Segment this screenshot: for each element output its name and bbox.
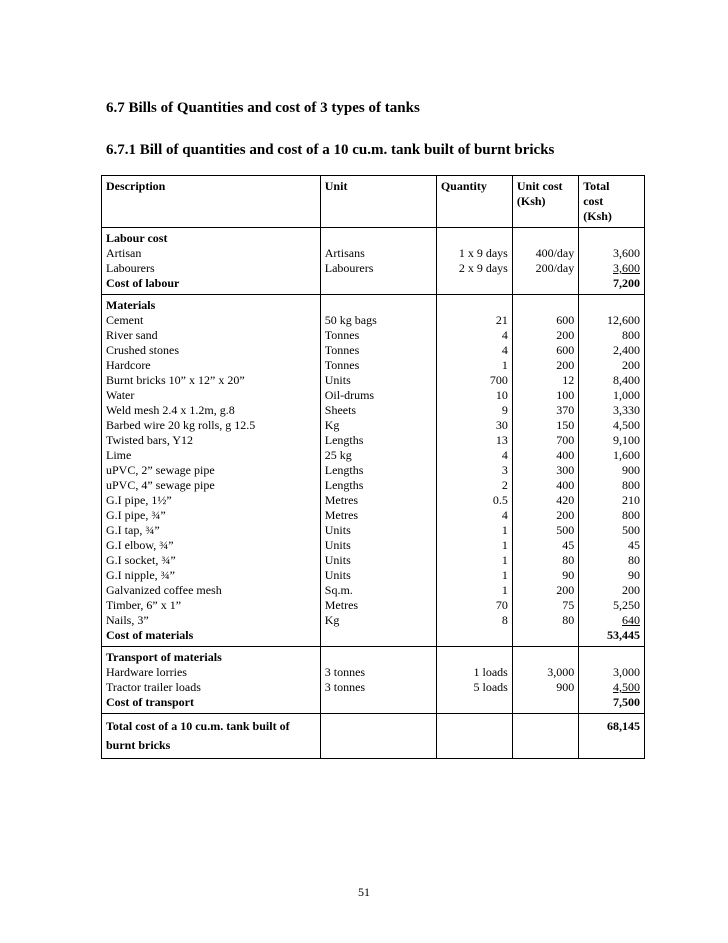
item-unit: Labourers: [324, 261, 374, 275]
section-title: Transport of materials: [106, 650, 222, 664]
item-quantity: 4: [501, 328, 508, 342]
item-quantity: 4: [501, 448, 508, 462]
item-unit: Units: [324, 373, 351, 387]
item-unit-cost: 150: [556, 418, 575, 432]
item-description: Timber, 6” x 1”: [106, 598, 182, 612]
item-unit: Kg: [324, 418, 340, 432]
item-unit-cost: 900: [556, 680, 575, 694]
blank-line: [325, 298, 432, 313]
item-total: 500: [622, 523, 640, 537]
item-description: Weld mesh 2.4 x 1.2m, g.8: [106, 403, 235, 417]
header-quantity: Quantity: [436, 176, 512, 228]
description-cell: [102, 647, 321, 714]
item-quantity: 4: [501, 343, 508, 357]
unit-cell: [320, 228, 436, 295]
item-total: 3,330: [613, 403, 640, 417]
item-unit: Kg: [324, 613, 340, 627]
item-description: Water: [106, 388, 135, 402]
item-unit: Sq.m.: [324, 583, 353, 597]
grand-total-row: [102, 714, 645, 759]
quantity-cell: [436, 228, 512, 295]
blank-line: [325, 695, 432, 710]
item-total: 210: [622, 493, 640, 507]
item-unit-cost: 420: [556, 493, 575, 507]
item-unit-cost: 400/day: [535, 246, 575, 260]
quantity-cell: [436, 647, 512, 714]
item-total: 2,400: [613, 343, 640, 357]
bill-of-quantities-table: [101, 175, 645, 759]
subtotal-label: Cost of labour: [106, 276, 180, 290]
blank-line: [517, 650, 574, 665]
blank-line: [583, 231, 640, 246]
item-unit-cost: 400: [556, 478, 575, 492]
item-description: G.I pipe, ¾”: [106, 508, 166, 522]
header-total-cost-line: (Ksh): [583, 209, 612, 223]
item-unit-cost: 500: [556, 523, 575, 537]
item-total: 900: [622, 463, 640, 477]
item-description: Tractor trailer loads: [106, 680, 201, 694]
item-unit: 50 kg bags: [324, 313, 377, 327]
item-quantity: 700: [489, 373, 508, 387]
section-title: Labour cost: [106, 231, 168, 245]
blank-line: [517, 298, 574, 313]
blank-line: [325, 276, 432, 291]
item-quantity: 1: [501, 358, 508, 372]
item-unit: 3 tonnes: [324, 680, 366, 694]
item-unit-cost: 80: [562, 613, 575, 627]
item-unit-cost: 3,000: [547, 665, 575, 679]
section-title: Materials: [106, 298, 156, 312]
subtotal-value: 53,445: [607, 628, 640, 642]
item-total: 45: [628, 538, 640, 552]
header-total-cost-line: cost: [583, 194, 604, 208]
table-header-row: [102, 176, 645, 228]
item-unit-cost: 400: [556, 448, 575, 462]
item-description: G.I pipe, 1½”: [106, 493, 172, 507]
item-total: 5,250: [613, 598, 640, 612]
header-description: Description: [102, 176, 321, 228]
item-description: Galvanized coffee mesh: [106, 583, 222, 597]
subtotal-label: Cost of materials: [106, 628, 194, 642]
item-unit: Units: [324, 553, 351, 567]
item-description: Hardware lorries: [106, 665, 187, 679]
blank-line: [325, 231, 432, 246]
item-quantity: 21: [495, 313, 508, 327]
materials-section: [102, 295, 645, 647]
item-total: 1,000: [613, 388, 640, 402]
item-unit: Tonnes: [324, 358, 360, 372]
item-unit-cost: 200: [556, 583, 575, 597]
item-quantity: 1: [501, 583, 508, 597]
item-unit: Tonnes: [324, 328, 360, 342]
unit-cost-cell: [512, 295, 578, 647]
item-unit: Metres: [324, 598, 359, 612]
item-total: 200: [622, 358, 640, 372]
item-total: 80: [628, 553, 640, 567]
item-total: 1,600: [613, 448, 640, 462]
item-quantity: 2 x 9 days: [458, 261, 508, 275]
header-unit-cost: [512, 176, 578, 228]
blank-line: [583, 298, 640, 313]
item-quantity: 10: [495, 388, 508, 402]
item-total: 12,600: [607, 313, 640, 327]
total-cost-cell: [579, 228, 645, 295]
item-description: Artisan: [106, 246, 142, 260]
item-description: Crushed stones: [106, 343, 179, 357]
blank-line: [441, 695, 508, 710]
total-cost-cell: [579, 295, 645, 647]
item-quantity: 13: [495, 433, 508, 447]
item-description: Barbed wire 20 kg rolls, g 12.5: [106, 418, 256, 432]
item-unit: Lengths: [324, 463, 364, 477]
item-unit: Lengths: [324, 478, 364, 492]
item-unit: Units: [324, 523, 351, 537]
item-unit-cost: 370: [556, 403, 575, 417]
item-description: G.I elbow, ¾”: [106, 538, 174, 552]
item-quantity: 1: [501, 523, 508, 537]
item-description: Cement: [106, 313, 144, 327]
subtotal-label: Cost of transport: [106, 695, 194, 709]
header-total-cost-line: Total: [583, 179, 610, 193]
item-unit-cost: 700: [556, 433, 575, 447]
item-unit: Oil-drums: [324, 388, 375, 402]
description-cell: [102, 228, 321, 295]
blank-line: [441, 628, 508, 643]
item-description: Labourers: [106, 261, 155, 275]
item-quantity: 1: [501, 568, 508, 582]
item-unit: Units: [324, 538, 351, 552]
subtotal-value: 7,200: [613, 276, 640, 290]
item-unit-cost: 80: [562, 553, 575, 567]
section-heading: 6.7 Bills of Quantities and cost of 3 types of tanks: [106, 100, 420, 116]
labour-section: [102, 228, 645, 295]
empty-cell: [436, 714, 512, 759]
item-total: 800: [622, 478, 640, 492]
item-quantity: 30: [495, 418, 508, 432]
item-total: 3,600: [613, 246, 640, 260]
total-cost-cell: [579, 647, 645, 714]
item-total: 4,500: [613, 418, 640, 432]
blank-line: [517, 276, 574, 291]
header-total-cost: [579, 176, 645, 228]
blank-line: [441, 298, 508, 313]
item-total: 4,500: [613, 680, 640, 694]
item-total: 640: [622, 613, 640, 627]
item-unit-cost: 200: [556, 358, 575, 372]
item-unit-cost: 600: [556, 343, 575, 357]
blank-line: [583, 650, 640, 665]
blank-line: [441, 276, 508, 291]
item-unit: Artisans: [324, 246, 365, 260]
item-description: G.I socket, ¾”: [106, 553, 176, 567]
item-total: 200: [622, 583, 640, 597]
item-unit-cost: 200: [556, 508, 575, 522]
item-unit: Metres: [324, 508, 359, 522]
item-quantity: 3: [501, 463, 508, 477]
item-total: 800: [622, 328, 640, 342]
item-unit: 25 kg: [324, 448, 352, 462]
item-total: 800: [622, 508, 640, 522]
item-description: uPVC, 2” sewage pipe: [106, 463, 215, 477]
blank-line: [441, 650, 508, 665]
item-description: uPVC, 4” sewage pipe: [106, 478, 215, 492]
unit-cost-cell: [512, 647, 578, 714]
item-quantity: 1: [501, 538, 508, 552]
item-quantity: 9: [501, 403, 508, 417]
item-unit: Lengths: [324, 433, 364, 447]
unit-cell: [320, 295, 436, 647]
item-unit-cost: 45: [562, 538, 575, 552]
item-description: G.I nipple, ¾”: [106, 568, 175, 582]
item-description: River sand: [106, 328, 158, 342]
blank-line: [441, 231, 508, 246]
item-quantity: 0.5: [492, 493, 508, 507]
header-unit-cost-line: (Ksh): [516, 194, 546, 208]
item-unit-cost: 600: [556, 313, 575, 327]
blank-line: [517, 231, 574, 246]
item-unit: Tonnes: [324, 343, 360, 357]
item-quantity: 1: [501, 553, 508, 567]
item-quantity: 8: [501, 613, 508, 627]
item-unit-cost: 100: [556, 388, 575, 402]
subsection-heading: 6.7.1 Bill of quantities and cost of a 10 cu.m. tank built of burnt bricks: [106, 142, 555, 158]
item-unit-cost: 12: [562, 373, 575, 387]
empty-cell: [512, 714, 578, 759]
header-unit: Unit: [320, 176, 436, 228]
grand-total-label: Total cost of a 10 cu.m. tank built of burnt bricks: [102, 714, 321, 759]
empty-cell: [320, 714, 436, 759]
grand-total-value: 68,145: [579, 714, 645, 759]
item-description: Hardcore: [106, 358, 151, 372]
unit-cell: [320, 647, 436, 714]
blank-line: [325, 650, 432, 665]
transport-section: [102, 647, 645, 714]
item-total: 90: [628, 568, 640, 582]
item-unit-cost: 200/day: [535, 261, 575, 275]
item-total: 3,600: [613, 261, 640, 275]
item-quantity: 70: [495, 598, 508, 612]
item-quantity: 1 x 9 days: [458, 246, 508, 260]
item-description: Nails, 3”: [106, 613, 149, 627]
blank-line: [517, 628, 574, 643]
description-cell: [102, 295, 321, 647]
item-unit-cost: 200: [556, 328, 575, 342]
item-unit-cost: 75: [562, 598, 575, 612]
subtotal-value: 7,500: [613, 695, 640, 709]
item-description: Twisted bars, Y12: [106, 433, 194, 447]
item-quantity: 4: [501, 508, 508, 522]
item-total: 9,100: [613, 433, 640, 447]
unit-cost-cell: [512, 228, 578, 295]
item-description: Lime: [106, 448, 132, 462]
item-unit-cost: 90: [562, 568, 575, 582]
header-unit-cost-line: Unit cost: [516, 179, 563, 193]
item-total: 8,400: [613, 373, 640, 387]
quantity-cell: [436, 295, 512, 647]
item-unit: Units: [324, 568, 351, 582]
item-description: Burnt bricks 10” x 12” x 20”: [106, 373, 245, 387]
blank-line: [517, 695, 574, 710]
item-unit-cost: 300: [556, 463, 575, 477]
item-unit: 3 tonnes: [324, 665, 366, 679]
page-number: 51: [358, 885, 370, 899]
blank-line: [325, 628, 432, 643]
item-description: G.I tap, ¾”: [106, 523, 160, 537]
item-quantity: 1 loads: [473, 665, 508, 679]
item-quantity: 2: [501, 478, 508, 492]
item-unit: Sheets: [324, 403, 357, 417]
item-quantity: 5 loads: [473, 680, 508, 694]
item-total: 3,000: [613, 665, 640, 679]
item-unit: Metres: [324, 493, 359, 507]
